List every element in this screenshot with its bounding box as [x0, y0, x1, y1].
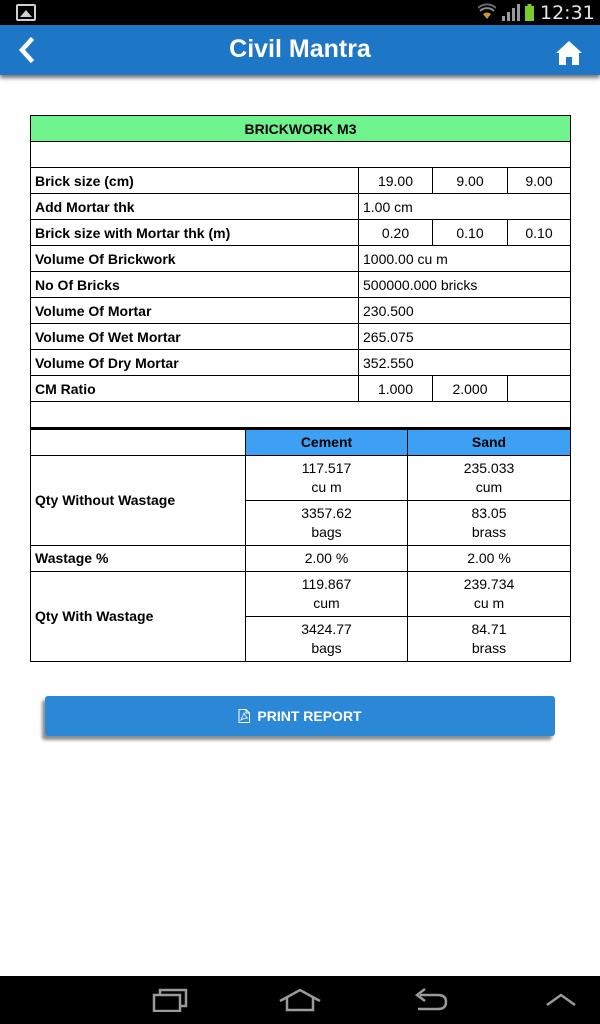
mortar-thk-value: 1.00 cm — [359, 194, 571, 220]
cement-volume-without-wastage — [246, 455, 408, 500]
pdf-icon — [238, 709, 250, 723]
sand-wastage: 2.00 % — [408, 545, 571, 571]
cement-wastage: 2.00 % — [246, 545, 408, 571]
value: 84.71 — [471, 620, 507, 637]
menu-up-icon[interactable] — [545, 992, 577, 1008]
brick-width: 9.00 — [433, 168, 508, 194]
volume-wet-mortar-value: 265.075 — [359, 324, 571, 350]
value: 239.734 — [463, 575, 515, 592]
volume-brickwork-label: Volume Of Brickwork — [31, 246, 359, 272]
qty-without-wastage-row — [31, 455, 571, 500]
mortar-thk-label: Add Mortar thk — [31, 194, 359, 220]
nav-bar — [0, 976, 600, 1024]
print-report-button[interactable] — [45, 696, 555, 736]
volume-wet-mortar-row — [31, 324, 571, 350]
brickwork-title: BRICKWORK M3 — [31, 116, 571, 142]
no-of-bricks-value: 500000.000 bricks — [359, 272, 571, 298]
no-of-bricks-row — [31, 272, 571, 298]
volume-mortar-label: Volume Of Mortar — [31, 298, 359, 324]
qty-with-wastage-row — [31, 571, 571, 616]
brick-mortar-height: 0.10 — [508, 220, 571, 246]
brick-mortar-width: 0.10 — [433, 220, 508, 246]
brick-with-mortar-label: Brick size with Mortar thk (m) — [31, 220, 359, 246]
status-bar — [0, 0, 600, 25]
volume-brickwork-value: 1000.00 cu m — [359, 246, 571, 272]
battery-icon — [525, 4, 534, 21]
print-report-label: PRINT REPORT — [257, 708, 362, 724]
app-title: Civil Mantra — [229, 35, 371, 63]
sand-column-header: Sand — [408, 429, 571, 455]
unit: cu m — [473, 594, 505, 611]
home-icon[interactable] — [555, 40, 583, 66]
brick-mortar-length: 0.20 — [359, 220, 433, 246]
home-nav-icon[interactable] — [278, 988, 322, 1012]
gallery-icon — [16, 4, 36, 21]
unit: bags — [311, 639, 342, 656]
value: 83.05 — [471, 504, 507, 521]
sand-volume-without-wastage — [408, 455, 571, 500]
cement-bags-without-wastage — [246, 500, 408, 545]
no-of-bricks-label: No Of Bricks — [31, 272, 359, 298]
back-nav-icon[interactable] — [412, 988, 450, 1012]
value: 3357.62 — [301, 504, 352, 521]
cm-ratio-sand: 2.000 — [433, 376, 508, 402]
cm-ratio-cement: 1.000 — [359, 376, 433, 402]
volume-brickwork-row — [31, 246, 571, 272]
value: 3424.77 — [301, 620, 352, 637]
recent-apps-icon[interactable] — [151, 988, 189, 1012]
volume-wet-mortar-label: Volume Of Wet Mortar — [31, 324, 359, 350]
spacer-row — [31, 142, 571, 168]
unit: brass — [471, 639, 507, 656]
cement-volume-with-wastage — [246, 571, 408, 616]
volume-mortar-value: 230.500 — [359, 298, 571, 324]
qty-without-wastage-label: Qty Without Wastage — [31, 455, 246, 545]
app-bar — [0, 25, 600, 75]
cement-bags-with-wastage — [246, 616, 408, 661]
brick-size-label: Brick size (cm) — [31, 168, 359, 194]
cm-ratio-extra — [508, 376, 571, 402]
cm-ratio-row — [31, 376, 571, 402]
wastage-label: Wastage % — [31, 545, 246, 571]
value: 119.867 — [301, 575, 352, 592]
brick-length: 19.00 — [359, 168, 433, 194]
volume-mortar-row — [31, 298, 571, 324]
brick-size-row — [31, 168, 571, 194]
sand-brass-without-wastage — [408, 500, 571, 545]
unit: cu m — [311, 478, 342, 495]
unit: brass — [471, 523, 507, 540]
value: 235.033 — [463, 459, 515, 476]
sand-brass-with-wastage — [408, 616, 571, 661]
qty-with-wastage-label: Qty With Wastage — [31, 571, 246, 661]
wastage-row — [31, 545, 571, 571]
volume-dry-mortar-value: 352.550 — [359, 350, 571, 376]
brick-with-mortar-row — [31, 220, 571, 246]
volume-dry-mortar-label: Volume Of Dry Mortar — [31, 350, 359, 376]
cm-ratio-label: CM Ratio — [31, 376, 359, 402]
unit: cum — [313, 594, 340, 611]
value: 117.517 — [301, 459, 352, 476]
sand-volume-with-wastage — [408, 571, 571, 616]
unit: cum — [475, 478, 503, 495]
mortar-thk-row — [31, 194, 571, 220]
brick-height: 9.00 — [508, 168, 571, 194]
signal-icon — [502, 4, 520, 21]
unit: bags — [311, 523, 342, 540]
wifi-icon — [478, 3, 496, 21]
status-time: 12:31 — [540, 2, 595, 24]
blank-header-cell — [31, 429, 246, 455]
volume-dry-mortar-row — [31, 350, 571, 376]
spacer-row — [31, 402, 571, 428]
quantity-table — [30, 428, 571, 662]
quantity-header-row — [31, 429, 571, 455]
cement-column-header: Cement — [246, 429, 408, 455]
brickwork-table — [30, 115, 571, 428]
